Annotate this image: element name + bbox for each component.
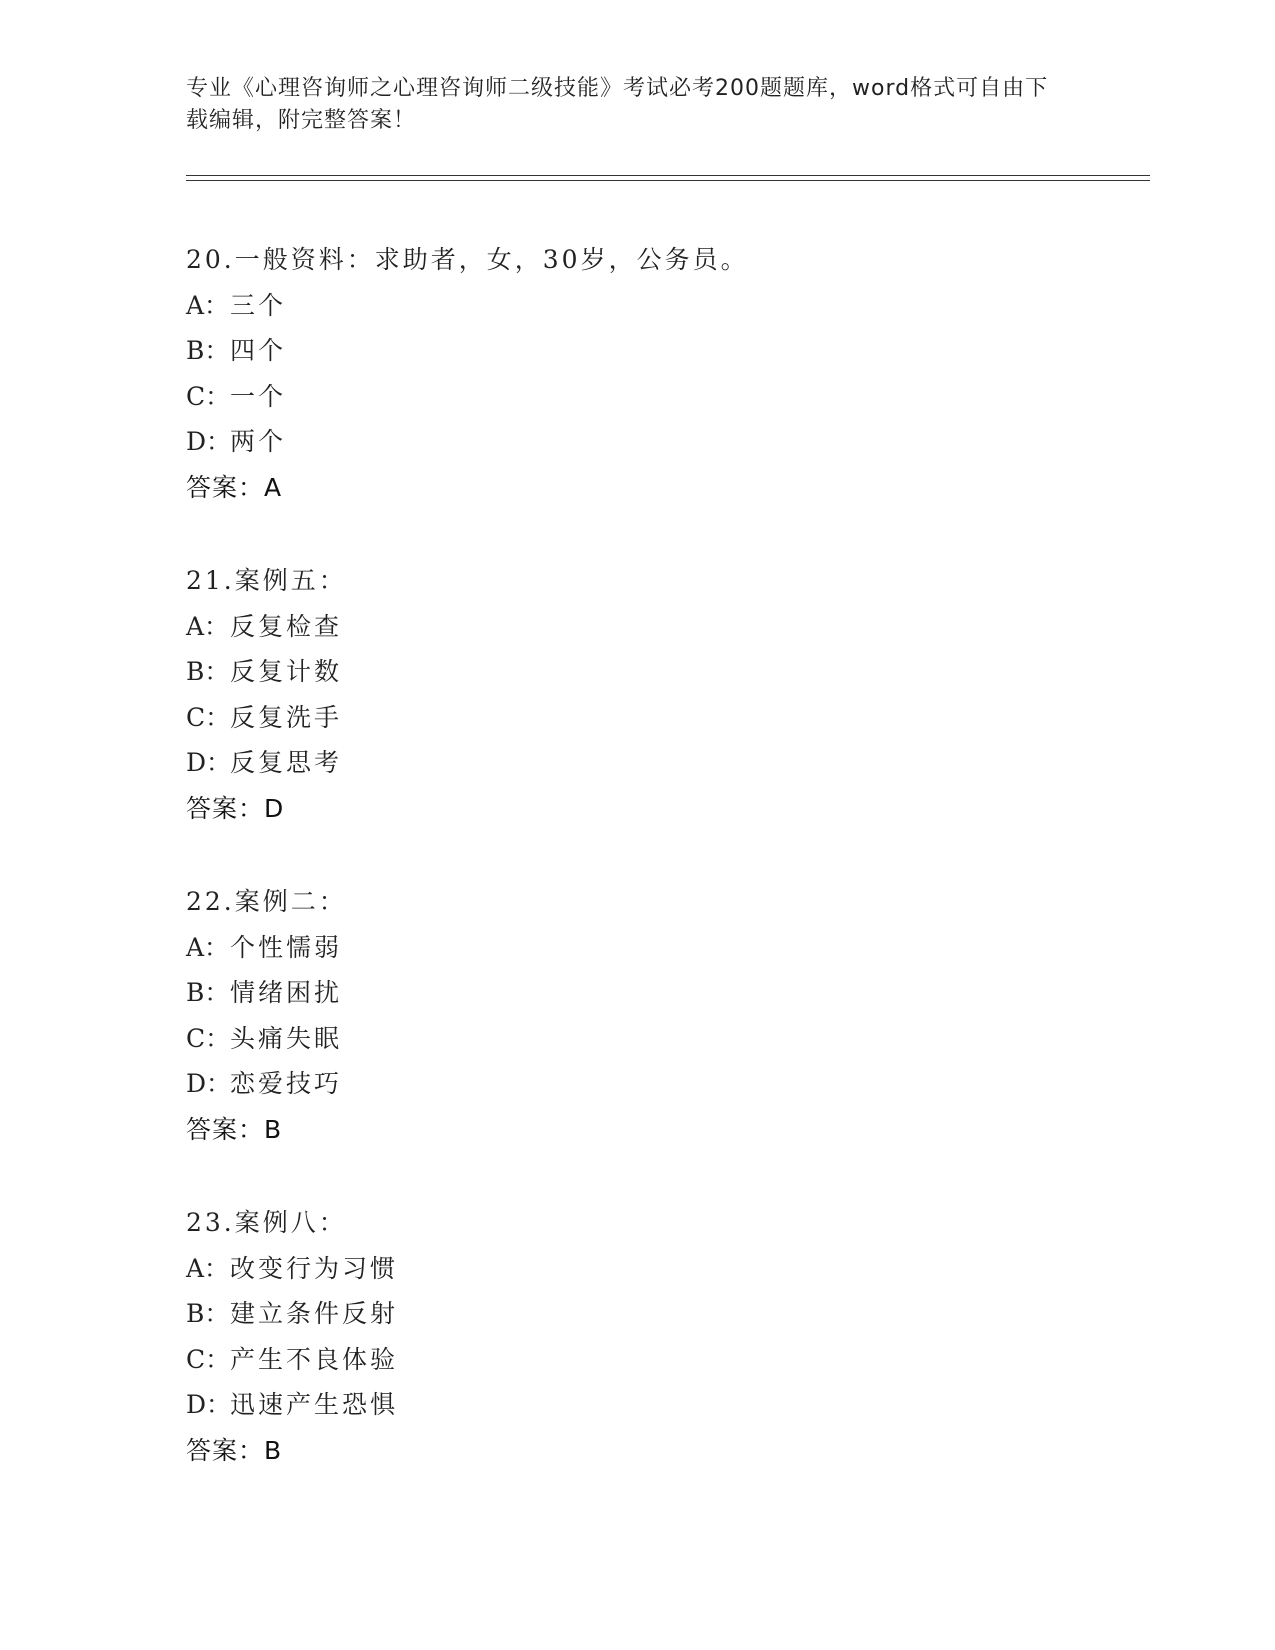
option-d: [186, 1061, 1086, 1107]
answer-line: 答案：A: [186, 472, 283, 502]
question-21: [186, 558, 1086, 831]
question-title: 23.案例八：: [186, 1208, 347, 1237]
option-text: 建立条件反射: [230, 1299, 399, 1328]
option-text: 产生不良体验: [230, 1344, 399, 1374]
header-divider-top: [186, 175, 1150, 176]
answer-line: 答案：D: [186, 793, 285, 823]
option-a: [186, 925, 1086, 971]
option-text: 个性懦弱: [230, 932, 343, 962]
option-key: A：: [186, 932, 230, 962]
question-22: [186, 879, 1086, 1152]
question-list: [186, 237, 1086, 1521]
option-text: 迅速产生恐惧: [230, 1390, 399, 1419]
option-d: [186, 1382, 1086, 1428]
option-text: 反复思考: [230, 748, 343, 777]
option-text: 三个: [230, 290, 287, 320]
option-text: 改变行为习惯: [230, 1253, 399, 1283]
option-text: 四个: [230, 336, 287, 365]
option-key: C：: [186, 702, 231, 732]
option-b: [186, 328, 1086, 374]
option-key: D：: [186, 427, 232, 456]
option-text: 头痛失眠: [230, 1023, 343, 1053]
option-text: 两个: [230, 427, 287, 456]
option-text: 恋爱技巧: [230, 1069, 343, 1098]
question-title: 20.一般资料：求助者，女，30岁，公务员。: [186, 245, 749, 274]
option-key: D：: [186, 1390, 232, 1419]
option-key: C：: [186, 1023, 231, 1053]
option-a: [186, 283, 1086, 329]
answer-line: 答案：B: [186, 1435, 283, 1465]
answer-line: 答案：B: [186, 1114, 283, 1144]
option-c: [186, 1337, 1086, 1383]
question-title: 22.案例二：: [186, 887, 347, 916]
option-text: 反复洗手: [230, 702, 343, 732]
option-key: D：: [186, 1069, 232, 1098]
option-key: B：: [186, 336, 230, 365]
option-key: A：: [186, 1253, 230, 1283]
question-20: [186, 237, 1086, 510]
option-key: B：: [186, 1299, 230, 1328]
option-d: [186, 740, 1086, 786]
option-b: [186, 649, 1086, 695]
option-text: 反复检查: [230, 611, 343, 641]
option-key: B：: [186, 978, 230, 1007]
header-divider-bottom: [186, 180, 1150, 181]
option-key: C：: [186, 1344, 231, 1374]
document-intro: 专业《心理咨询师之心理咨询师二级技能》考试必考200题题库，word格式可自由下载编辑，附完整答案！: [186, 76, 1049, 133]
option-b: [186, 970, 1086, 1016]
question-title: 21.案例五：: [186, 566, 347, 595]
option-key: B：: [186, 657, 230, 686]
option-d: [186, 419, 1086, 465]
option-c: [186, 1016, 1086, 1062]
question-23: [186, 1200, 1086, 1473]
option-c: [186, 374, 1086, 420]
option-text: 情绪困扰: [230, 978, 343, 1007]
option-b: [186, 1291, 1086, 1337]
option-key: A：: [186, 290, 230, 320]
option-c: [186, 695, 1086, 741]
option-key: D：: [186, 748, 232, 777]
option-key: A：: [186, 611, 230, 641]
option-text: 一个: [230, 381, 287, 411]
option-a: [186, 604, 1086, 650]
option-text: 反复计数: [230, 657, 343, 686]
option-a: [186, 1246, 1086, 1292]
option-key: C：: [186, 381, 231, 411]
